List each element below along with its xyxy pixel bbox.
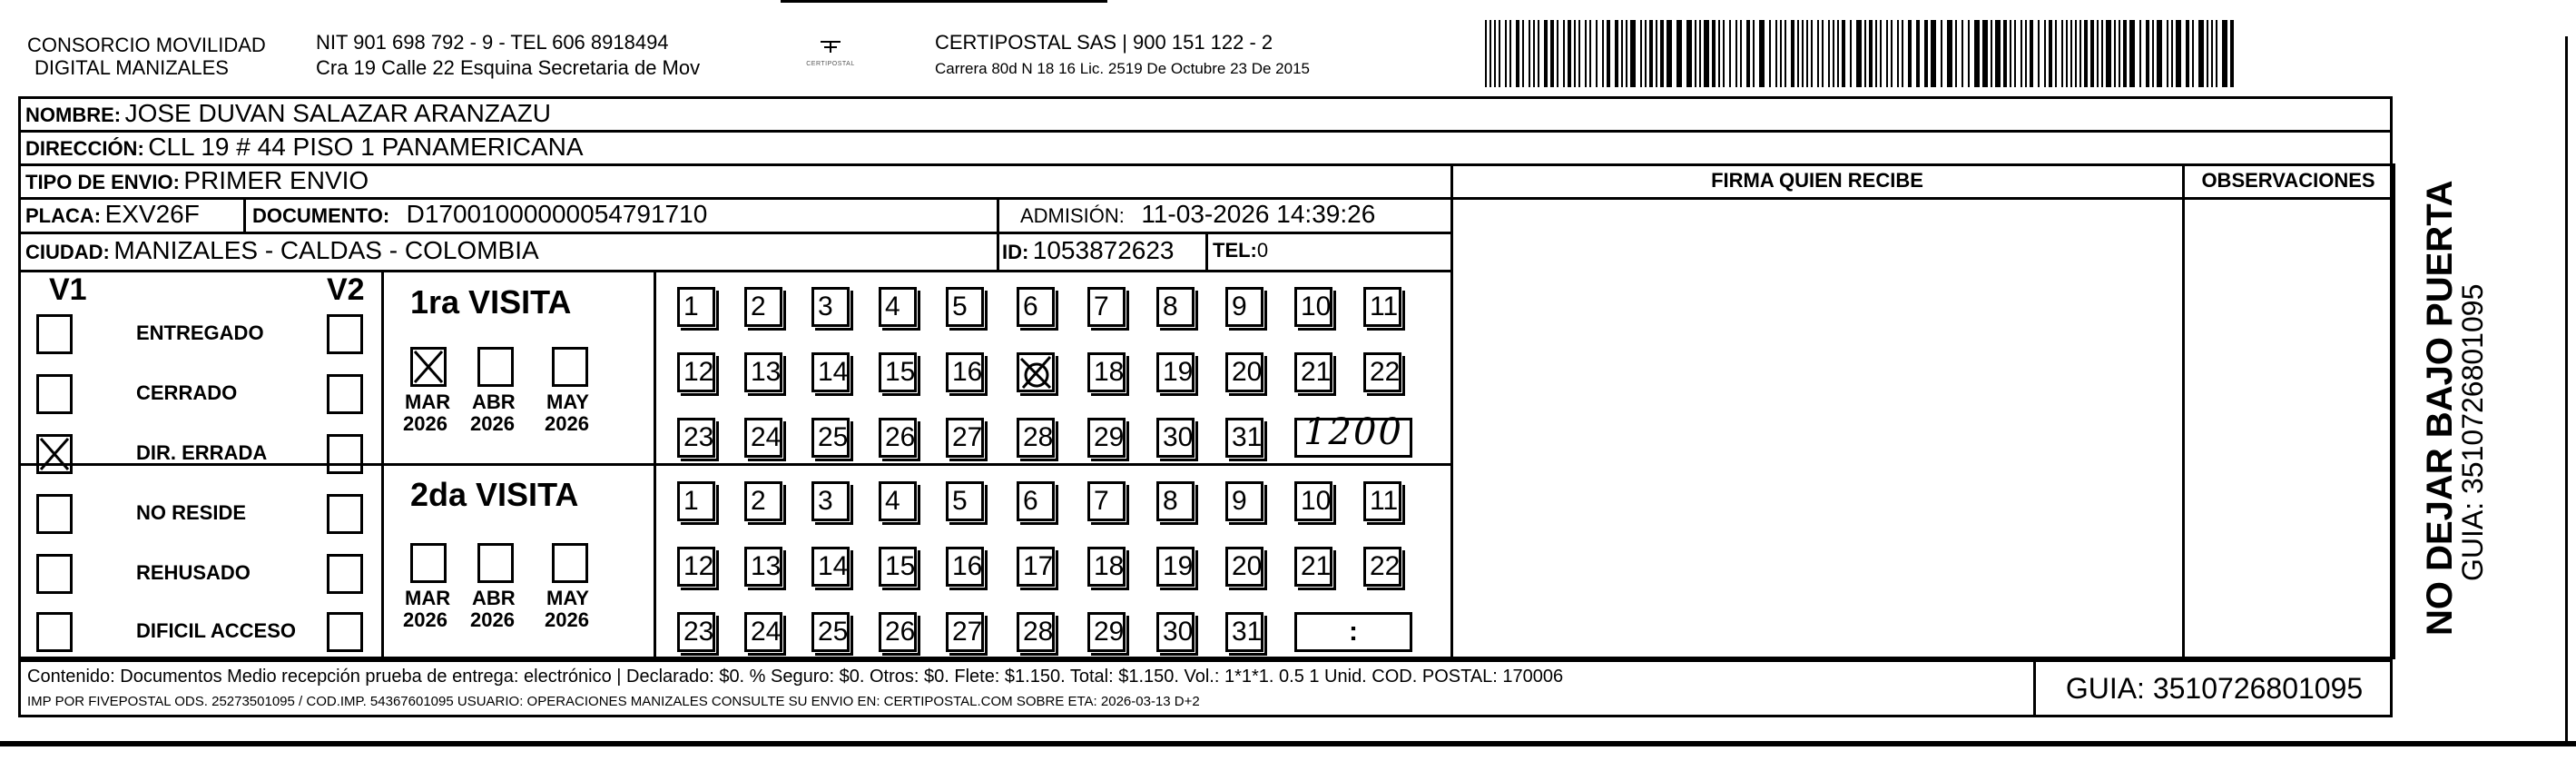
- first-visit-month-checkbox-may[interactable]: [552, 347, 588, 387]
- tipo-envio-value: PRIMER ENVIO: [183, 166, 369, 194]
- company-address: Cra 19 Calle 22 Esquina Secretaria de Mov: [316, 56, 701, 79]
- id-value: 1053872623: [1032, 236, 1175, 264]
- second-visit-day-19[interactable]: 19: [1156, 547, 1195, 587]
- v1-checkbox-rehusado[interactable]: [36, 554, 73, 594]
- top-scan-edge: [781, 0, 1107, 3]
- second-visit-day-2[interactable]: 2: [744, 481, 782, 521]
- first-visit-day-2[interactable]: 2: [744, 287, 782, 327]
- handwritten-time: 1200: [1303, 411, 1403, 453]
- company-name-line2: DIGITAL MANIZALES: [34, 56, 229, 79]
- first-visit-day-22[interactable]: 22: [1363, 352, 1401, 392]
- year-label: 2026: [545, 412, 589, 435]
- first-visit-day-8[interactable]: 8: [1156, 287, 1195, 327]
- month-label: MAY: [546, 587, 589, 609]
- first-visit-day-6[interactable]: 6: [1017, 287, 1055, 327]
- second-visit-day-18[interactable]: 18: [1087, 547, 1126, 587]
- second-visit-month-checkbox-may[interactable]: [552, 543, 588, 583]
- first-visit-day-19[interactable]: 19: [1156, 352, 1195, 392]
- observaciones-header: OBSERVACIONES: [2201, 169, 2375, 192]
- second-visit-day-8[interactable]: 8: [1156, 481, 1195, 521]
- courier-address: Carrera 80d N 18 16 Lic. 2519 De Octubre 23 De 2015: [935, 60, 1310, 77]
- v2-checkbox-cerrado[interactable]: [327, 374, 363, 414]
- second-visit-day-1[interactable]: 1: [677, 481, 715, 521]
- v1-checkbox-cerrado[interactable]: [36, 374, 73, 414]
- first-visit-day-1[interactable]: 1: [677, 287, 715, 327]
- tipo-envio-row: [25, 163, 369, 197]
- second-visit-day-9[interactable]: 9: [1225, 481, 1263, 521]
- placa-value: EXV26F: [104, 200, 200, 228]
- ciudad-value: MANIZALES - CALDAS - COLOMBIA: [113, 236, 539, 264]
- first-visit-day-24[interactable]: 24: [744, 418, 782, 458]
- first-visit-day-10[interactable]: 10: [1294, 287, 1332, 327]
- v1-checkbox-entregado[interactable]: [36, 314, 73, 354]
- first-visit-day-29[interactable]: 29: [1087, 418, 1126, 458]
- first-visit-day-26[interactable]: 26: [879, 418, 917, 458]
- second-visit-day-11[interactable]: 11: [1363, 481, 1401, 521]
- month-label: MAR: [405, 390, 451, 413]
- year-label: 2026: [470, 412, 515, 435]
- admision-row: [1020, 197, 1375, 232]
- second-visit-day-31[interactable]: 31: [1225, 612, 1263, 652]
- second-visit-day-12[interactable]: 12: [677, 547, 715, 587]
- month-label: MAY: [546, 390, 589, 413]
- first-visit-day-7[interactable]: 7: [1087, 287, 1126, 327]
- first-visit-day-28[interactable]: 28: [1017, 418, 1055, 458]
- v2-checkbox-entregado[interactable]: [327, 314, 363, 354]
- logo-icon: [817, 38, 844, 56]
- second-visit-day-22[interactable]: 22: [1363, 547, 1401, 587]
- certipostal-logo: [799, 38, 862, 74]
- second-visit-title: 2da VISITA: [410, 476, 579, 513]
- ciudad-label: CIUDAD:: [25, 241, 110, 263]
- first-visit-day-30[interactable]: 30: [1156, 418, 1195, 458]
- placa-row: [25, 197, 200, 232]
- second-visit-day-15[interactable]: 15: [879, 547, 917, 587]
- admision-label: ADMISIÓN:: [1020, 204, 1125, 227]
- first-visit-day-27[interactable]: 27: [946, 418, 984, 458]
- status-label: DIFICIL ACCESO: [136, 619, 297, 642]
- second-visit-day-5[interactable]: 5: [946, 481, 984, 521]
- second-visit-day-20[interactable]: 20: [1225, 547, 1263, 587]
- tel-label: TEL:: [1213, 239, 1257, 262]
- v1-checkbox-no-reside[interactable]: [36, 494, 73, 534]
- v1-header: V1: [49, 272, 87, 307]
- contenido-line: Contenido: Documentos Medio recepción prueba de entrega: electrónico | Declarado: $0. % Seguro: $0. Otros: $0. Flete: $1.150. Total: $1.150. Vol.: 1*1*1. 0.5 1 Unid. COD. POSTAL: 170006: [27, 667, 1564, 687]
- first-visit-day-16[interactable]: 16: [946, 352, 984, 392]
- tel-row: [1213, 232, 1268, 270]
- courier-name: CERTIPOSTAL SAS | 900 151 122 - 2: [935, 31, 1273, 54]
- year-label: 2026: [403, 608, 447, 631]
- second-visit-day-30[interactable]: 30: [1156, 612, 1195, 652]
- side-guia: GUIA: 3510726801095: [2456, 283, 2489, 581]
- v2-checkbox-dir-errada[interactable]: [327, 434, 363, 474]
- second-visit-day-26[interactable]: 26: [879, 612, 917, 652]
- second-visit-day-23[interactable]: 23: [677, 612, 715, 652]
- bottom-scan-edge: [0, 741, 2576, 746]
- v1-checkbox-dificil-acceso[interactable]: [36, 612, 73, 652]
- no-dejar-bajo-puerta: NO DEJAR BAJO PUERTA: [2420, 180, 2460, 636]
- status-label: NO RESIDE: [136, 501, 247, 524]
- id-label: ID:: [1002, 241, 1029, 263]
- nombre-label: NOMBRE:: [25, 104, 122, 126]
- first-visit-title: 1ra VISITA: [410, 283, 572, 321]
- first-visit-time-box[interactable]: [1294, 411, 1412, 458]
- status-label: ENTREGADO: [136, 321, 264, 344]
- nombre-value: JOSE DUVAN SALAZAR ARANZAZU: [124, 99, 551, 127]
- first-visit-day-13[interactable]: 13: [744, 352, 782, 392]
- second-visit-day-21[interactable]: 21: [1294, 547, 1332, 587]
- first-visit-day-18[interactable]: 18: [1087, 352, 1126, 392]
- nombre-row: [25, 96, 551, 130]
- second-visit-month-checkbox-mar[interactable]: [410, 543, 447, 583]
- second-visit-day-4[interactable]: 4: [879, 481, 917, 521]
- month-label: ABR: [472, 390, 516, 413]
- firma-header: FIRMA QUIEN RECIBE: [1711, 169, 1923, 192]
- admision-value: 11-03-2026 14:39:26: [1141, 200, 1376, 228]
- second-visit-day-14[interactable]: 14: [811, 547, 850, 587]
- v1-checkbox-dir-errada[interactable]: [36, 434, 73, 474]
- first-visit-day-17[interactable]: [1017, 352, 1055, 392]
- tel-value: 0: [1256, 239, 1269, 262]
- month-label: ABR: [472, 587, 516, 609]
- first-visit-day-12[interactable]: 12: [677, 352, 715, 392]
- first-visit-day-31[interactable]: 31: [1225, 418, 1263, 458]
- first-visit-day-25[interactable]: 25: [811, 418, 850, 458]
- second-visit-day-28[interactable]: 28: [1017, 612, 1055, 652]
- placa-label: PLACA:: [25, 204, 102, 227]
- second-visit-day-29[interactable]: 29: [1087, 612, 1126, 652]
- second-visit-day-25[interactable]: 25: [811, 612, 850, 652]
- id-row: [1002, 232, 1175, 270]
- v2-checkbox-rehusado[interactable]: [327, 554, 363, 594]
- company-nit: NIT 901 698 792 - 9 - TEL 606 8918494: [316, 31, 669, 54]
- second-visit-day-17[interactable]: 17: [1017, 547, 1055, 587]
- direccion-value: CLL 19 # 44 PISO 1 PANAMERICANA: [148, 133, 584, 161]
- documento-row: [252, 197, 707, 232]
- tipo-envio-label: TIPO DE ENVIO:: [25, 171, 180, 193]
- documento-value: D17001000000054791710: [406, 200, 708, 228]
- imp-line: IMP POR FIVEPOSTAL ODS. 25273501095 / COD.IMP. 54367601095 USUARIO: OPERACIONES MANIZALES CONSULTE SU ENVIO EN: CERTIPOSTAL.COM SOBRE ETA: 2026-03-13 D+2: [27, 694, 1200, 709]
- second-visit-day-27[interactable]: 27: [946, 612, 984, 652]
- guia-box-text: GUIA: 3510726801095: [2065, 672, 2364, 705]
- second-visit-day-10[interactable]: 10: [1294, 481, 1332, 521]
- first-visit-day-21[interactable]: 21: [1294, 352, 1332, 392]
- second-visit-day-7[interactable]: 7: [1087, 481, 1126, 521]
- direccion-row: [25, 130, 584, 163]
- first-visit-month-checkbox-abr[interactable]: [477, 347, 514, 387]
- second-visit-time-box[interactable]: [1294, 612, 1412, 652]
- status-label: REHUSADO: [136, 561, 251, 584]
- time-separator: :: [1349, 617, 1358, 647]
- second-visit-day-16[interactable]: 16: [946, 547, 984, 587]
- year-label: 2026: [403, 412, 447, 435]
- v2-header: V2: [327, 272, 365, 307]
- barcode: [1485, 20, 2238, 87]
- documento-label: DOCUMENTO:: [252, 204, 390, 227]
- second-visit-day-13[interactable]: 13: [744, 547, 782, 587]
- first-visit-day-11[interactable]: 11: [1363, 287, 1401, 327]
- company-name-line1: CONSORCIO MOVILIDAD: [27, 34, 266, 56]
- second-visit-day-3[interactable]: 3: [811, 481, 850, 521]
- year-label: 2026: [470, 608, 515, 631]
- year-label: 2026: [545, 608, 589, 631]
- logo-text: CERTIPOSTAL: [806, 61, 855, 67]
- first-visit-day-5[interactable]: 5: [946, 287, 984, 327]
- second-visit-day-6[interactable]: 6: [1017, 481, 1055, 521]
- second-visit-day-24[interactable]: 24: [744, 612, 782, 652]
- v2-checkbox-dificil-acceso[interactable]: [327, 612, 363, 652]
- first-visit-day-3[interactable]: 3: [811, 287, 850, 327]
- first-visit-day-4[interactable]: 4: [879, 287, 917, 327]
- v2-checkbox-no-reside[interactable]: [327, 494, 363, 534]
- month-label: MAR: [405, 587, 451, 609]
- second-visit-month-checkbox-abr[interactable]: [477, 543, 514, 583]
- first-visit-day-14[interactable]: 14: [811, 352, 850, 392]
- status-label: CERRADO: [136, 381, 238, 404]
- first-visit-day-9[interactable]: 9: [1225, 287, 1263, 327]
- direccion-label: DIRECCIÓN:: [25, 137, 144, 160]
- status-label: DIR. ERRADA: [136, 441, 268, 464]
- right-scan-edge: [2565, 36, 2568, 745]
- ciudad-row: [25, 232, 539, 270]
- first-visit-day-23[interactable]: 23: [677, 418, 715, 458]
- first-visit-day-15[interactable]: 15: [879, 352, 917, 392]
- first-visit-day-20[interactable]: 20: [1225, 352, 1263, 392]
- first-visit-month-checkbox-mar[interactable]: [410, 347, 447, 387]
